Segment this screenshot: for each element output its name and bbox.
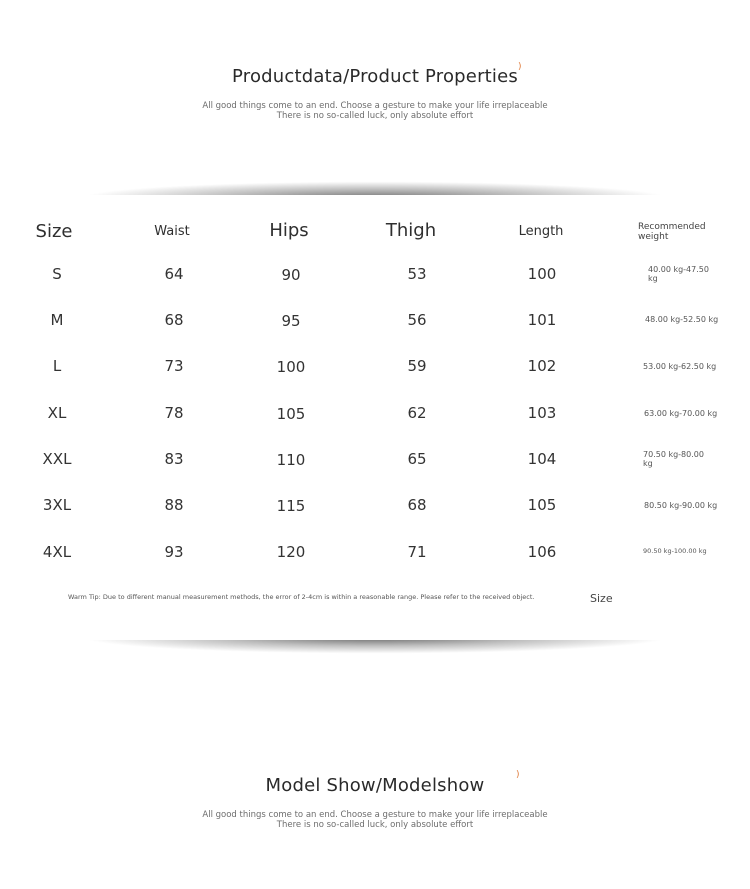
cell-waist: 64 <box>164 265 184 283</box>
cell-length: 105 <box>527 496 557 514</box>
cell-size: XL <box>47 404 67 422</box>
cell-hips: 95 <box>281 312 301 330</box>
cell-length: 106 <box>527 543 557 561</box>
cell-size: 4XL <box>42 543 72 561</box>
cell-size: M <box>50 311 64 329</box>
rec-line1: 53.00 kg-62.50 kg <box>643 362 717 371</box>
section-title: Productdata/Product Properties <box>232 66 518 87</box>
rec-line1: 63.00 kg-70.00 kg <box>644 409 718 418</box>
cell-recommended-weight <box>643 547 707 556</box>
cell-length: 100 <box>527 265 557 283</box>
size-label: Size <box>590 592 613 605</box>
cell-hips: 120 <box>276 543 306 561</box>
size-table-panel <box>0 195 750 640</box>
cell-waist: 83 <box>164 450 184 468</box>
cell-thigh: 53 <box>407 265 427 283</box>
header-size: Size <box>35 221 73 242</box>
cell-hips: 110 <box>276 451 306 469</box>
cell-waist: 88 <box>164 496 184 514</box>
cell-size: L <box>52 357 62 375</box>
cell-thigh: 62 <box>407 404 427 422</box>
cell-thigh: 56 <box>407 311 427 329</box>
section-subtitle-line2: There is no so-called luck, only absolute effort <box>276 111 474 121</box>
rec-line1: 48.00 kg-52.50 kg <box>645 315 719 324</box>
cell-length: 101 <box>527 311 557 329</box>
product-properties-heading <box>0 66 750 121</box>
rec-line1: 90.50 kg-100.00 kg <box>643 547 707 555</box>
cell-size: S <box>52 265 62 283</box>
cell-waist: 78 <box>164 404 184 422</box>
cell-recommended-weight <box>648 265 709 283</box>
decorative-swirl-icon: ) <box>518 62 522 72</box>
header-rec-line2: weight <box>638 232 669 242</box>
section-subtitle-line2: There is no so-called luck, only absolute effort <box>276 820 474 830</box>
model-show-heading <box>0 775 750 830</box>
cell-recommended-weight <box>643 362 716 371</box>
cell-hips: 105 <box>276 405 306 423</box>
cell-recommended-weight <box>643 450 704 468</box>
section-title: Model Show/Modelshow <box>265 775 485 796</box>
cell-hips: 115 <box>276 497 306 515</box>
warm-tip-text: Warm Tip: Due to different manual measurement methods, the error of 2-4cm is within a reasonable range. Please refer to the received object. <box>68 593 535 601</box>
cell-length: 103 <box>527 404 557 422</box>
header-recommended-weight <box>638 222 718 242</box>
cell-thigh: 71 <box>407 543 427 561</box>
cell-thigh: 65 <box>407 450 427 468</box>
cell-waist: 73 <box>164 357 184 375</box>
cell-waist: 68 <box>164 311 184 329</box>
section-subtitle-line1: All good things come to an end. Choose a gesture to make your life irreplaceable <box>202 810 548 820</box>
panel-shadow-bottom <box>0 637 750 659</box>
rec-line1: 70.50 kg-80.00 <box>643 450 704 459</box>
header-rec-line1: Recommended <box>638 222 706 232</box>
cell-recommended-weight <box>645 315 718 324</box>
rec-line1: 80.50 kg-90.00 kg <box>644 501 718 510</box>
cell-waist: 93 <box>164 543 184 561</box>
decorative-swirl-icon: ) <box>516 770 520 780</box>
rec-line2: kg <box>648 274 658 283</box>
cell-size: XXL <box>42 450 72 468</box>
rec-line1: 40.00 kg-47.50 <box>648 265 709 274</box>
cell-length: 102 <box>527 357 557 375</box>
cell-size: 3XL <box>42 496 72 514</box>
cell-hips: 100 <box>276 358 306 376</box>
cell-recommended-weight <box>644 409 717 418</box>
cell-hips: 90 <box>281 266 301 284</box>
cell-length: 104 <box>527 450 557 468</box>
cell-recommended-weight <box>644 501 717 510</box>
section-subtitle-line1: All good things come to an end. Choose a gesture to make your life irreplaceable <box>202 101 548 111</box>
cell-thigh: 59 <box>407 357 427 375</box>
cell-thigh: 68 <box>407 496 427 514</box>
rec-line2: kg <box>643 459 653 468</box>
header-length: Length <box>518 224 564 239</box>
header-hips: Hips <box>269 220 309 241</box>
header-thigh: Thigh <box>385 220 437 241</box>
header-waist: Waist <box>154 224 190 239</box>
